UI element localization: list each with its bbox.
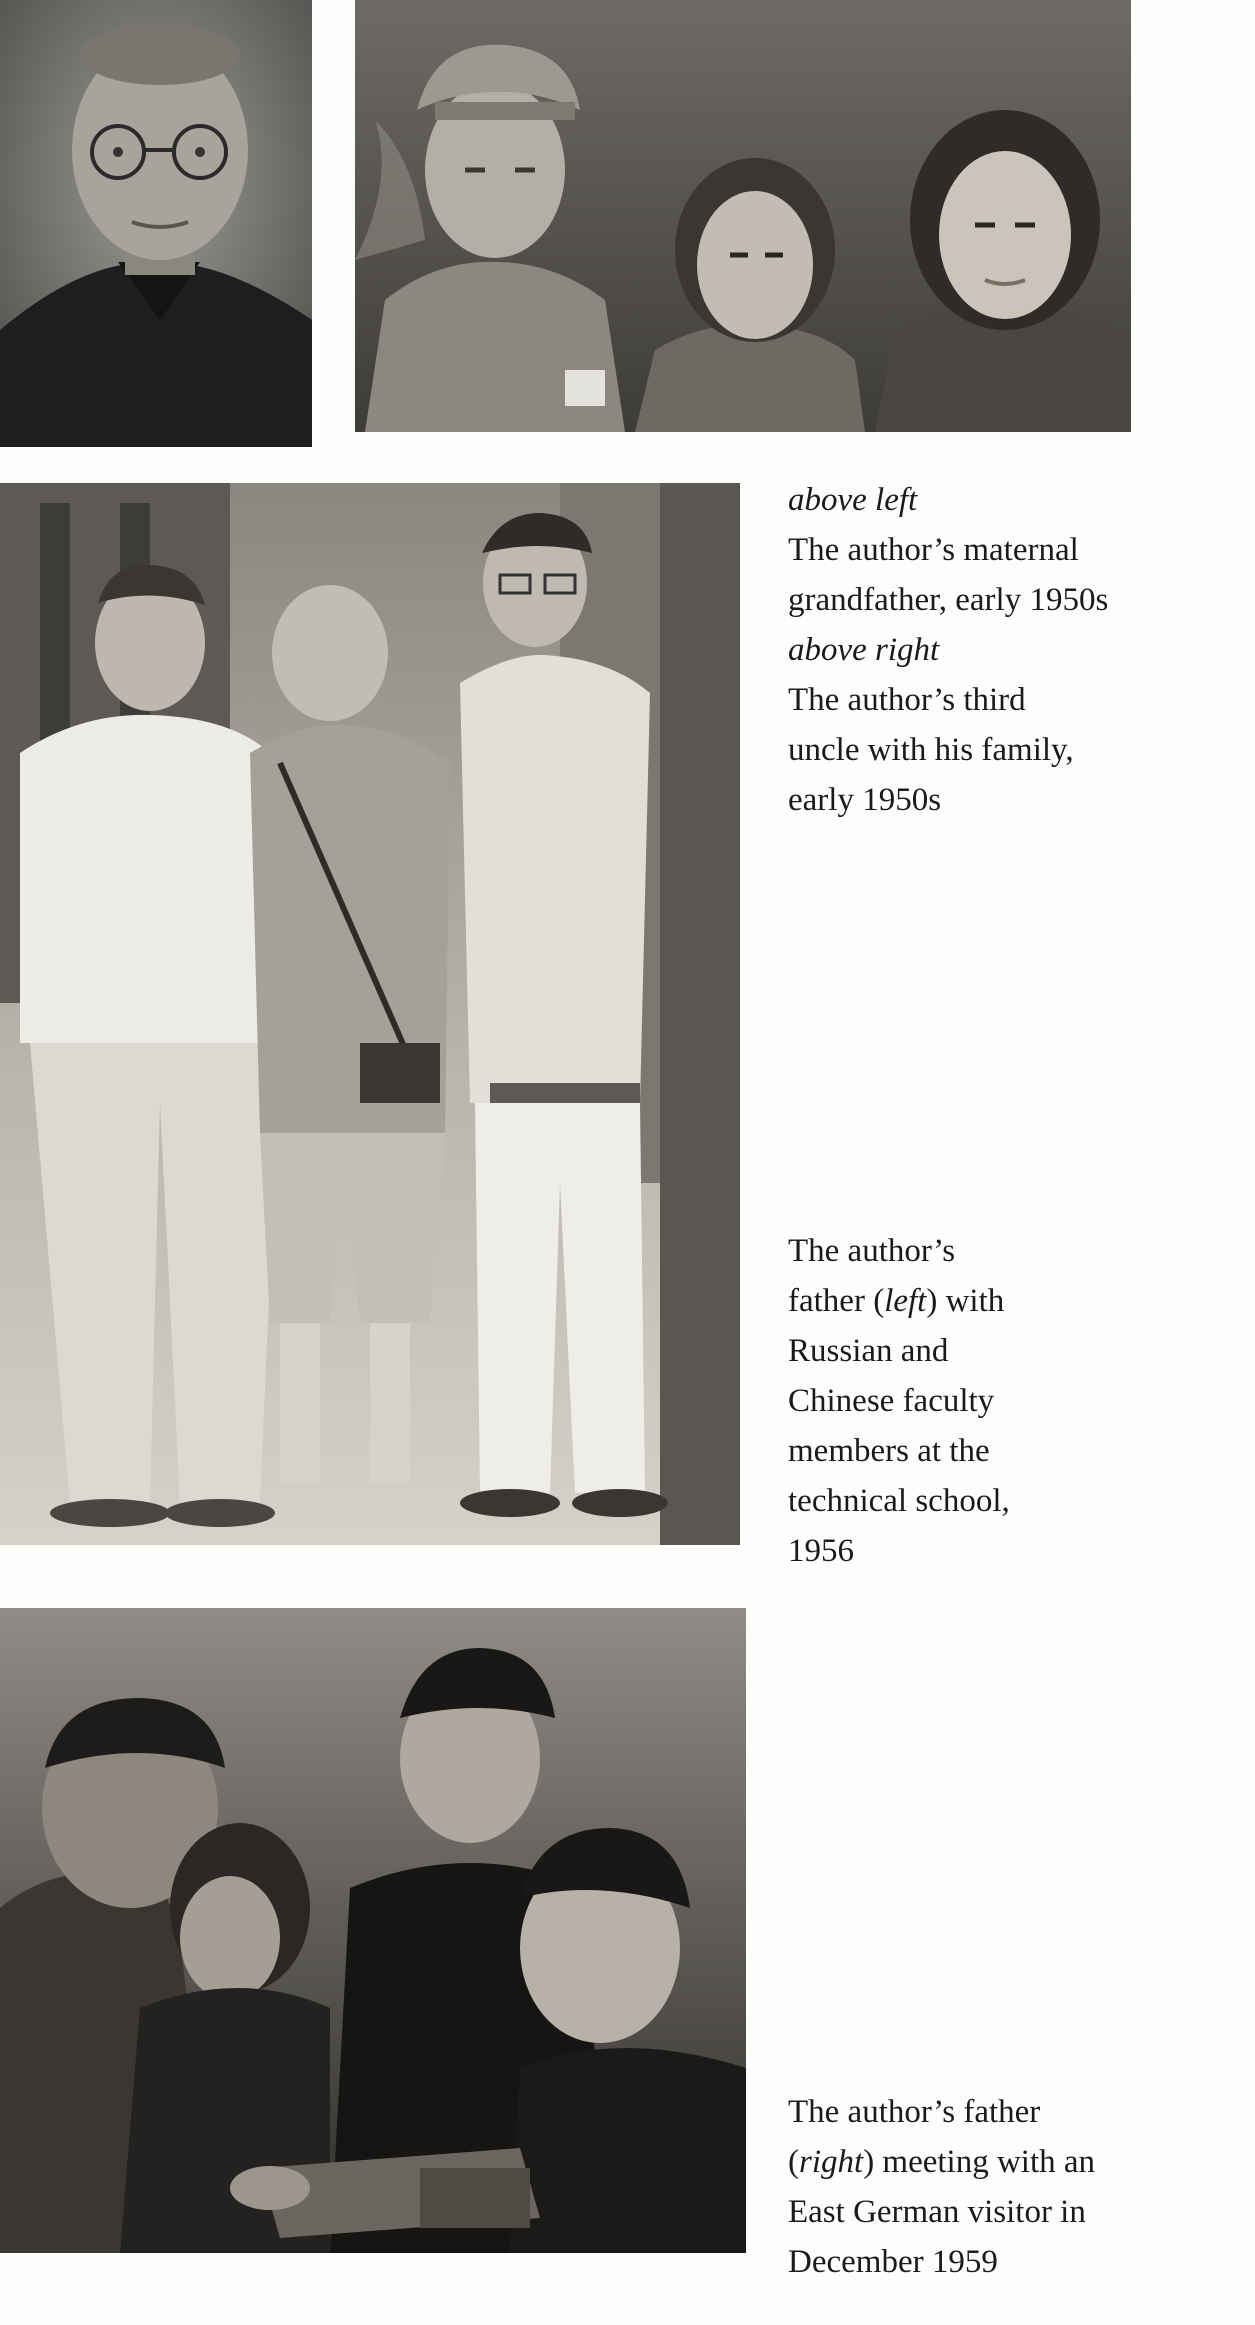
visitor-caption-line-1: The author’s father bbox=[788, 2094, 1041, 2130]
visitor-caption-line-4: December 1959 bbox=[788, 2244, 998, 2280]
faculty-photo-caption bbox=[788, 1226, 1010, 1576]
visitor-caption-line-2: (right) meeting with an bbox=[788, 2144, 1096, 2180]
above-left-label: above left bbox=[788, 482, 918, 518]
above-right-text-line-1: The author’s third bbox=[788, 682, 1026, 718]
faculty-caption-line-6: technical school, bbox=[788, 1483, 1010, 1519]
faculty-caption-line-4: Chinese faculty bbox=[788, 1383, 995, 1419]
visitor-photo-image bbox=[0, 1608, 746, 2253]
faculty-caption-line-3: Russian and bbox=[788, 1333, 949, 1369]
faculty-caption-line-2: father (left) with bbox=[788, 1283, 1005, 1319]
faculty-caption-line-1: The author’s bbox=[788, 1233, 956, 1269]
top-photos-caption bbox=[788, 475, 1108, 825]
above-left-text-line-2: grandfather, early 1950s bbox=[788, 582, 1109, 618]
third-uncle-photo-image bbox=[355, 0, 1131, 432]
faculty-caption-line-5: members at the bbox=[788, 1433, 990, 1469]
above-right-label: above right bbox=[788, 632, 940, 668]
third-uncle-photo bbox=[355, 0, 1131, 432]
faculty-caption-line-7: 1956 bbox=[788, 1533, 854, 1569]
faculty-photo bbox=[0, 483, 740, 1545]
visitor-photo-caption bbox=[788, 2087, 1095, 2287]
visitor-caption-line-3: East German visitor in bbox=[788, 2194, 1086, 2230]
visitor-photo bbox=[0, 1608, 746, 2253]
grandfather-photo bbox=[0, 0, 312, 447]
above-right-text-line-2: uncle with his family, bbox=[788, 732, 1074, 768]
faculty-photo-image bbox=[0, 483, 740, 1545]
above-right-text-line-3: early 1950s bbox=[788, 782, 942, 818]
above-left-text-line-1: The author’s maternal bbox=[788, 532, 1079, 568]
grandfather-photo-image bbox=[0, 0, 312, 447]
